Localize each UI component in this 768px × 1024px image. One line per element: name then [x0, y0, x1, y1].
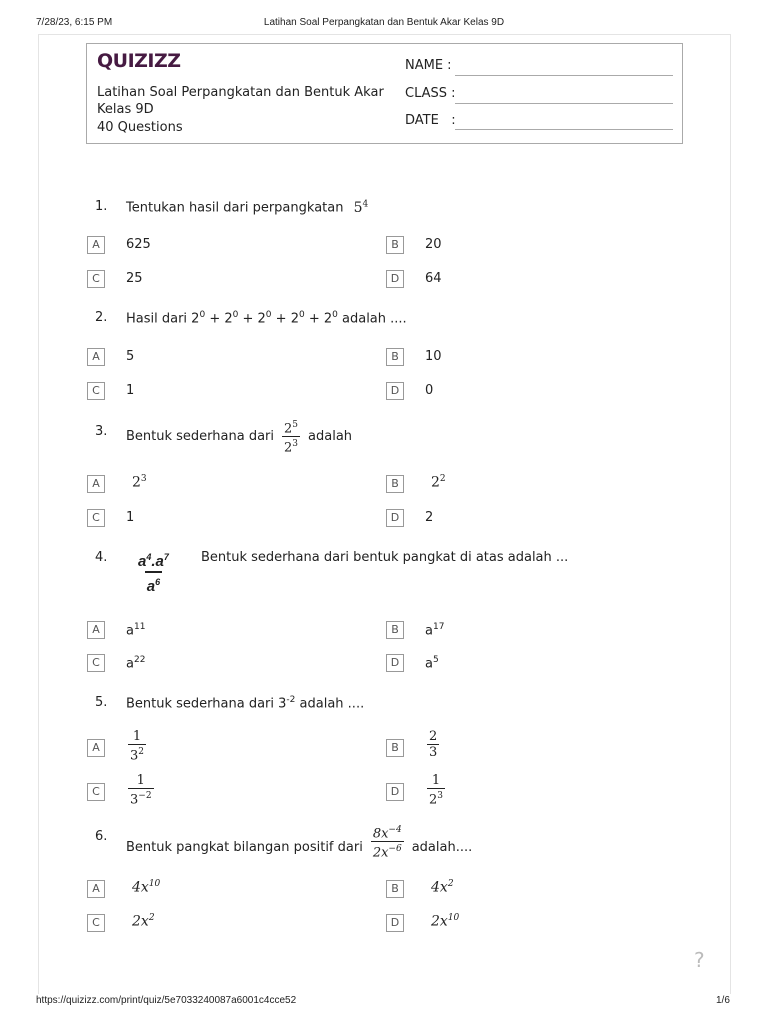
option-d-text: 64	[425, 271, 442, 286]
option-a-text: 5	[126, 349, 135, 364]
question-image-fraction: $\frac{a^4.a^7}{a^6}$	[138, 552, 169, 595]
math-expression: $5^4$	[353, 199, 369, 216]
option-d-box[interactable]: D	[386, 382, 404, 400]
question-number: 2.	[95, 310, 108, 325]
option-c-text: 1	[126, 510, 135, 525]
option-c-text: $2x^2$	[132, 913, 155, 930]
option-b-text: 20	[425, 237, 442, 252]
page-number: 1/6	[716, 995, 730, 1006]
option-c-box[interactable]: C	[87, 783, 105, 801]
option-c-box[interactable]: C	[87, 914, 105, 932]
class-label: CLASS :	[405, 86, 456, 101]
help-icon[interactable]: ?	[694, 948, 705, 972]
question-text: Bentuk sederhana dari $\frac{2^5}{2^3}$ adalah	[126, 420, 353, 456]
option-d-text: $a^5$	[425, 655, 439, 672]
question-text: Bentuk pangkat bilangan positif dari $\frac{8x^{-4}}{2x^{-6}}$ adalah....	[126, 825, 473, 861]
option-d-text: 0	[425, 383, 434, 398]
question-number: 5.	[95, 695, 108, 710]
option-d-text: $2x^{10}$	[431, 913, 460, 930]
option-d-text: 2	[425, 510, 434, 525]
option-c-box[interactable]: C	[87, 509, 105, 527]
fraction: $\frac{2^5}{2^3}$	[284, 420, 299, 456]
option-c-text: 25	[126, 271, 143, 286]
print-url: https://quizizz.com/print/quiz/5e7033240087a6001c4cce52	[36, 995, 297, 1006]
date-field[interactable]	[455, 129, 673, 130]
option-c-text: $a^{22}$	[126, 655, 146, 672]
option-b-text: $\frac{2}{3}$	[429, 729, 438, 760]
option-a-box[interactable]: A	[87, 348, 105, 366]
question-number: 4.	[95, 550, 108, 565]
fraction: $\frac{8x^{-4}}{2x^{-6}}$	[372, 825, 402, 861]
option-b-text: 10	[425, 349, 442, 364]
name-label: NAME :	[405, 58, 452, 73]
option-c-box[interactable]: C	[87, 654, 105, 672]
question-number: 6.	[95, 829, 108, 844]
option-a-box[interactable]: A	[87, 880, 105, 898]
option-c-text: 1	[126, 383, 135, 398]
option-d-box[interactable]: D	[386, 509, 404, 527]
option-a-box[interactable]: A	[87, 739, 105, 757]
question-text: Hasil dari $2^0 + 2^0 + 2^0 + 2^0 + 2^0$ adalah ....	[126, 310, 407, 327]
option-a-box[interactable]: A	[87, 236, 105, 254]
question-number: 1.	[95, 199, 108, 214]
option-b-box[interactable]: B	[386, 739, 404, 757]
question-text	[126, 199, 368, 216]
page-frame-right	[730, 34, 731, 994]
option-d-box[interactable]: D	[386, 654, 404, 672]
option-a-text: 625	[126, 237, 151, 252]
option-d-box[interactable]: D	[386, 270, 404, 288]
option-b-box[interactable]: B	[386, 621, 404, 639]
page-frame-left	[38, 34, 39, 994]
question-text: Bentuk sederhana dari $3^{-2}$ adalah ....	[126, 695, 365, 712]
date-label: DATE :	[405, 113, 456, 128]
option-a-text: $\frac{1}{3^2}$	[130, 729, 145, 764]
option-a-text: $a^{11}$	[126, 622, 146, 639]
question-text: Bentuk sederhana dari bentuk pangkat di atas adalah ...	[201, 550, 569, 565]
quiz-title: Latihan Soal Perpangkatan dan Bentuk Akar Kelas 9D	[97, 85, 384, 117]
question-prompt: Tentukan hasil dari perpangkatan	[126, 200, 344, 216]
option-b-text: $2^2$	[431, 474, 446, 491]
print-title: Latihan Soal Perpangkatan dan Bentuk Akar Kelas 9D	[263, 17, 505, 28]
option-d-box[interactable]: D	[386, 783, 404, 801]
option-a-text: $4x^{10}$	[132, 879, 161, 896]
option-c-box[interactable]: C	[87, 382, 105, 400]
option-b-text: $4x^2$	[431, 879, 454, 896]
option-b-box[interactable]: B	[386, 880, 404, 898]
page-frame-top	[38, 34, 731, 35]
option-a-text: $2^3$	[132, 474, 147, 491]
option-b-box[interactable]: B	[386, 475, 404, 493]
question-number: 3.	[95, 424, 108, 439]
option-b-text: $a^{17}$	[425, 622, 445, 639]
quizizz-logo: QUIZIZZ	[97, 50, 181, 72]
option-b-box[interactable]: B	[386, 348, 404, 366]
option-d-box[interactable]: D	[386, 914, 404, 932]
name-field[interactable]	[455, 75, 673, 76]
option-c-text: $\frac{1}{3^{-2}}$	[130, 773, 152, 808]
question-count: 40 Questions	[97, 120, 183, 135]
option-c-box[interactable]: C	[87, 270, 105, 288]
option-d-text: $\frac{1}{2^3}$	[429, 773, 444, 808]
option-a-box[interactable]: A	[87, 475, 105, 493]
class-field[interactable]	[455, 103, 673, 104]
print-datetime: 7/28/23, 6:15 PM	[36, 17, 113, 28]
option-a-box[interactable]: A	[87, 621, 105, 639]
option-b-box[interactable]: B	[386, 236, 404, 254]
